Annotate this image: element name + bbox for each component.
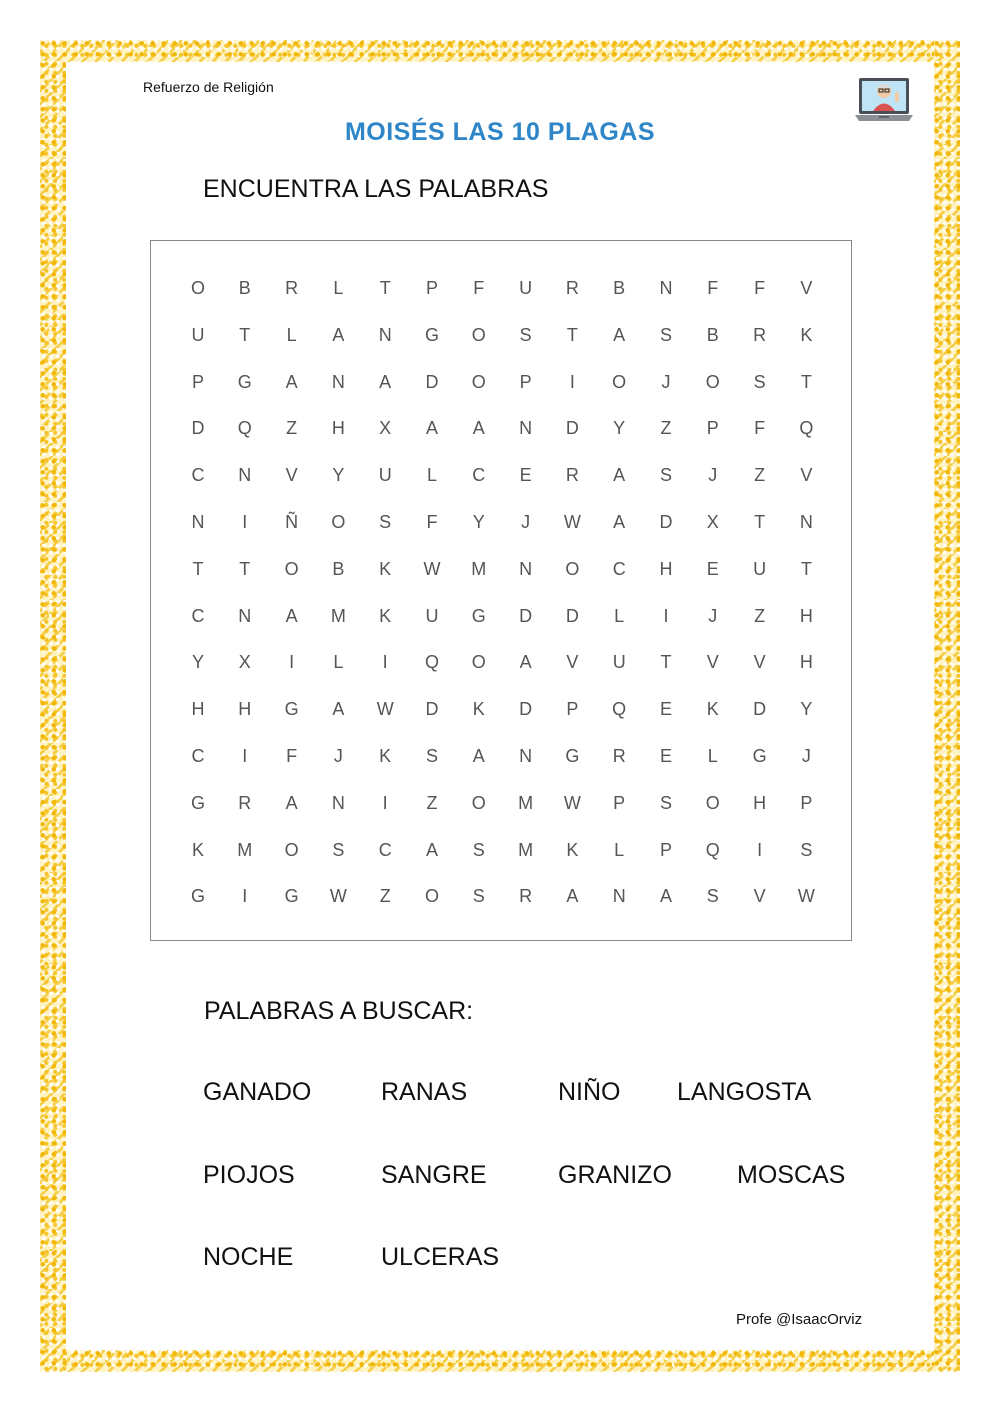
grid-letter[interactable]: W [423, 558, 441, 579]
grid-letter[interactable]: S [659, 324, 672, 345]
grid-letter[interactable]: X [379, 418, 392, 439]
grid-letter[interactable]: O [471, 371, 486, 392]
grid-letter[interactable]: Z [754, 465, 766, 486]
grid-letter[interactable]: B [706, 324, 719, 345]
grid-letter[interactable]: N [378, 324, 392, 345]
subject-label: Refuerzo de Religión [143, 79, 274, 95]
grid-letter[interactable]: S [659, 465, 672, 486]
grid-letter[interactable]: F [754, 418, 766, 439]
grid-letter[interactable]: J [521, 512, 531, 532]
grid-letter[interactable]: A [519, 652, 532, 673]
grid-letter[interactable]: F [707, 278, 719, 298]
grid-letter[interactable]: T [566, 324, 578, 345]
grid-letter[interactable]: A [379, 371, 392, 392]
grid-letter[interactable]: D [565, 605, 579, 626]
grid-letter[interactable]: P [800, 792, 813, 813]
grid-letter[interactable]: I [663, 605, 669, 626]
grid-letter[interactable]: B [332, 558, 345, 579]
grid-letter[interactable]: R [753, 324, 767, 345]
grid-letter[interactable]: Y [472, 512, 485, 532]
grid-letter[interactable]: O [284, 839, 299, 860]
grid-letter[interactable]: M [330, 605, 346, 626]
word-to-find: GRANIZO [558, 1161, 672, 1189]
grid-letter[interactable]: R [565, 465, 579, 486]
grid-letter[interactable]: M [518, 792, 534, 813]
grid-letter[interactable]: V [706, 652, 719, 673]
grid-letter[interactable]: O [331, 512, 346, 532]
grid-letter[interactable]: V [800, 278, 813, 298]
grid-letter[interactable]: N [238, 605, 252, 626]
word-to-find: ULCERAS [381, 1243, 500, 1271]
grid-letter[interactable]: U [519, 278, 533, 298]
grid-letter[interactable]: O [612, 371, 627, 392]
grid-letter[interactable]: T [239, 558, 251, 579]
grid-letter[interactable]: A [285, 605, 298, 626]
grid-letter[interactable]: B [613, 278, 626, 298]
grid-letter[interactable]: T [754, 512, 766, 532]
grid-letter[interactable]: W [376, 699, 394, 720]
grid-letter[interactable]: Q [237, 418, 252, 439]
grid-letter[interactable]: V [285, 465, 298, 486]
word-to-find: LANGOSTA [677, 1078, 812, 1106]
grid-letter[interactable]: A [472, 418, 485, 439]
grid-letter[interactable]: O [284, 558, 299, 579]
grid-letter[interactable]: S [472, 886, 485, 907]
grid-letter[interactable]: T [800, 558, 812, 579]
grid-letter[interactable]: F [286, 746, 298, 766]
grid-letter[interactable]: B [238, 278, 251, 298]
grid-letter[interactable]: Z [754, 605, 766, 626]
grid-letter[interactable]: J [708, 465, 718, 486]
grid-letter[interactable]: A [566, 886, 579, 907]
grid-letter[interactable]: L [614, 605, 625, 626]
grid-letter[interactable]: G [565, 746, 580, 766]
grid-letter[interactable]: U [191, 324, 205, 345]
instruction-text: ENCUENTRA LAS PALABRAS [203, 175, 549, 203]
grid-letter[interactable]: M [518, 839, 534, 860]
grid-letter[interactable]: N [799, 512, 813, 532]
grid-letter[interactable]: W [797, 886, 815, 907]
grid-letter[interactable]: F [754, 278, 766, 298]
grid-letter[interactable]: C [191, 605, 205, 626]
grid-letter[interactable]: R [612, 746, 626, 766]
grid-letter[interactable]: Z [426, 792, 438, 813]
grid-letter[interactable]: T [192, 558, 204, 579]
grid-letter[interactable]: V [753, 652, 766, 673]
teacher-laptop-avatar-icon [853, 74, 915, 130]
grid-letter[interactable]: S [472, 839, 485, 860]
grid-letter[interactable]: F [473, 278, 485, 298]
grid-letter[interactable]: K [379, 746, 392, 766]
grid-letter[interactable]: O [190, 278, 205, 298]
grid-letter[interactable]: G [424, 324, 439, 345]
grid-letter[interactable]: Y [613, 418, 626, 439]
decorative-border-left [40, 40, 66, 1372]
grid-letter[interactable]: P [191, 371, 204, 392]
grid-letter[interactable]: O [471, 792, 486, 813]
grid-letter[interactable]: N [331, 792, 345, 813]
grid-letter[interactable]: J [661, 371, 671, 392]
grid-letter[interactable]: K [379, 558, 392, 579]
grid-letter[interactable]: D [425, 699, 439, 720]
grid-letter[interactable]: Q [705, 839, 720, 860]
grid-letter[interactable]: N [612, 886, 626, 907]
grid-letter[interactable]: D [191, 418, 205, 439]
grid-letter[interactable]: K [191, 839, 204, 860]
grid-letter[interactable]: A [332, 324, 345, 345]
grid-letter[interactable]: X [238, 652, 251, 673]
grid-letter[interactable]: A [285, 792, 298, 813]
grid-letter[interactable]: G [284, 699, 299, 720]
grid-letter[interactable]: K [566, 839, 579, 860]
grid-letter[interactable]: Ñ [285, 512, 299, 532]
word-list-heading: PALABRAS A BUSCAR: [204, 997, 474, 1025]
grid-letter[interactable]: V [800, 465, 813, 486]
grid-letter[interactable]: L [426, 465, 437, 486]
grid-letter[interactable]: G [471, 605, 486, 626]
grid-letter[interactable]: A [332, 699, 345, 720]
grid-letter[interactable]: R [285, 278, 299, 298]
author-credit: Profe @IsaacOrviz [736, 1311, 863, 1328]
grid-letter[interactable]: Z [286, 418, 298, 439]
grid-letter[interactable]: Y [332, 465, 345, 486]
grid-letter[interactable]: D [753, 699, 767, 720]
grid-letter[interactable]: A [472, 746, 485, 766]
grid-letter[interactable]: I [242, 886, 248, 907]
grid-letter[interactable]: S [706, 886, 719, 907]
grid-letter[interactable]: W [563, 512, 581, 532]
grid-letter[interactable]: M [471, 558, 487, 579]
grid-letter[interactable]: R [238, 792, 252, 813]
grid-letter[interactable]: Q [612, 699, 627, 720]
word-search-grid [150, 240, 852, 941]
word-to-find: NOCHE [203, 1243, 294, 1271]
grid-letter[interactable]: L [286, 324, 297, 345]
grid-letter[interactable]: J [708, 605, 718, 626]
decorative-border-top [40, 40, 960, 62]
grid-letter[interactable]: O [471, 652, 486, 673]
grid-letter[interactable]: C [191, 465, 205, 486]
grid-letter[interactable]: A [613, 512, 626, 532]
grid-letter[interactable]: A [285, 371, 298, 392]
grid-letter[interactable]: K [379, 605, 392, 626]
grid-letter[interactable]: G [190, 886, 205, 907]
word-to-find: RANAS [381, 1078, 468, 1106]
grid-letter[interactable]: N [519, 558, 533, 579]
grid-letter[interactable]: N [238, 465, 252, 486]
grid-letter[interactable]: N [659, 278, 673, 298]
grid-letter[interactable]: S [379, 512, 392, 532]
grid-letter[interactable]: F [426, 512, 438, 532]
grid-letter[interactable]: E [659, 699, 672, 720]
grid-letter[interactable]: X [706, 512, 719, 532]
grid-letter[interactable]: G [237, 371, 252, 392]
grid-letter[interactable]: O [471, 324, 486, 345]
grid-letter[interactable]: J [801, 746, 811, 766]
grid-letter[interactable]: I [382, 652, 388, 673]
grid-letter[interactable]: E [659, 746, 672, 766]
grid-letter[interactable]: W [563, 792, 581, 813]
grid-letter[interactable]: C [612, 558, 626, 579]
grid-letter[interactable]: P [659, 839, 672, 860]
grid-letter[interactable]: C [472, 465, 486, 486]
grid-letter[interactable]: U [612, 652, 626, 673]
grid-letter[interactable]: O [565, 558, 580, 579]
grid-letter[interactable]: Y [800, 699, 813, 720]
grid-letter[interactable]: I [569, 371, 575, 392]
grid-letter[interactable]: L [707, 746, 718, 766]
grid-letter[interactable]: T [239, 324, 251, 345]
grid-letter[interactable]: U [425, 605, 439, 626]
decorative-border-bottom [40, 1350, 960, 1372]
grid-letter[interactable]: V [753, 886, 766, 907]
grid-letter[interactable]: D [659, 512, 673, 532]
grid-letter[interactable]: U [378, 465, 392, 486]
grid-letter[interactable]: H [238, 699, 252, 720]
grid-letter[interactable]: S [659, 792, 672, 813]
grid-letter[interactable]: L [614, 839, 625, 860]
grid-letter[interactable]: H [799, 652, 813, 673]
grid-letter[interactable]: O [705, 792, 720, 813]
grid-letter[interactable]: T [660, 652, 672, 673]
grid-letter[interactable]: H [799, 605, 813, 626]
grid-letter[interactable]: H [191, 699, 205, 720]
grid-letter[interactable]: J [333, 746, 343, 766]
grid-letter[interactable]: E [519, 465, 532, 486]
grid-letter[interactable]: D [519, 699, 533, 720]
grid-letter[interactable]: Z [660, 418, 672, 439]
grid-letter[interactable]: S [425, 746, 438, 766]
grid-letter[interactable]: I [242, 512, 248, 532]
grid-letter[interactable]: R [519, 886, 533, 907]
grid-letter[interactable]: C [191, 746, 205, 766]
grid-letter[interactable]: I [289, 652, 295, 673]
grid-letter[interactable]: A [659, 886, 672, 907]
grid-letter[interactable]: O [705, 371, 720, 392]
grid-letter[interactable]: G [190, 792, 205, 813]
grid-letter[interactable]: K [706, 699, 719, 720]
grid-letter[interactable]: T [800, 371, 812, 392]
grid-letter[interactable]: Z [379, 886, 391, 907]
grid-letter[interactable]: P [566, 699, 579, 720]
grid-letter[interactable]: G [284, 886, 299, 907]
grid-letter[interactable]: R [565, 278, 579, 298]
grid-letter[interactable]: N [519, 746, 533, 766]
grid-letter[interactable]: G [752, 746, 767, 766]
grid-letter[interactable]: M [237, 839, 253, 860]
word-to-find: MOSCAS [737, 1161, 846, 1189]
grid-letter[interactable]: H [331, 418, 345, 439]
grid-letter[interactable]: N [331, 371, 345, 392]
grid-letter[interactable]: Q [424, 652, 439, 673]
grid-letter[interactable]: D [425, 371, 439, 392]
decorative-border-right [934, 40, 960, 1372]
grid-letter[interactable]: N [191, 512, 205, 532]
grid-letter[interactable]: P [425, 278, 438, 298]
grid-letter[interactable]: A [613, 465, 626, 486]
grid-letter[interactable]: H [753, 792, 767, 813]
grid-letter[interactable]: S [753, 371, 766, 392]
grid-letter[interactable]: K [800, 324, 813, 345]
grid-letter[interactable]: E [706, 558, 719, 579]
grid-letter[interactable]: A [613, 324, 626, 345]
grid-letter[interactable]: O [424, 886, 439, 907]
grid-letter[interactable]: S [332, 839, 345, 860]
grid-letter[interactable]: S [800, 839, 813, 860]
grid-letter[interactable]: N [519, 418, 533, 439]
grid-letter[interactable]: H [659, 558, 673, 579]
grid-letter[interactable]: I [382, 792, 388, 813]
grid-letter[interactable]: A [425, 839, 438, 860]
grid-letter[interactable]: L [333, 278, 344, 298]
grid-letter[interactable]: V [566, 652, 579, 673]
grid-letter[interactable]: U [753, 558, 767, 579]
grid-letter[interactable]: Q [799, 418, 814, 439]
word-to-find: PIOJOS [203, 1161, 295, 1189]
grid-letter[interactable]: P [613, 792, 626, 813]
grid-letter[interactable]: I [757, 839, 763, 860]
word-to-find: NIÑO [558, 1078, 621, 1106]
grid-letter[interactable]: L [333, 652, 344, 673]
grid-letter[interactable]: I [242, 746, 248, 766]
word-to-find: GANADO [203, 1078, 312, 1106]
grid-letter[interactable]: P [519, 371, 532, 392]
grid-letter[interactable]: W [329, 886, 347, 907]
grid-letter[interactable]: A [425, 418, 438, 439]
grid-letter[interactable]: P [706, 418, 719, 439]
grid-letter[interactable]: D [519, 605, 533, 626]
grid-letter[interactable]: Y [191, 652, 204, 673]
grid-letter[interactable]: D [565, 418, 579, 439]
grid-letter[interactable]: T [379, 278, 391, 298]
grid-letter[interactable]: K [472, 699, 485, 720]
grid-letter[interactable]: C [378, 839, 392, 860]
word-to-find: SANGRE [381, 1161, 487, 1189]
grid-letter[interactable]: S [519, 324, 532, 345]
page-title: MOISÉS LAS 10 PLAGAS [344, 118, 656, 146]
